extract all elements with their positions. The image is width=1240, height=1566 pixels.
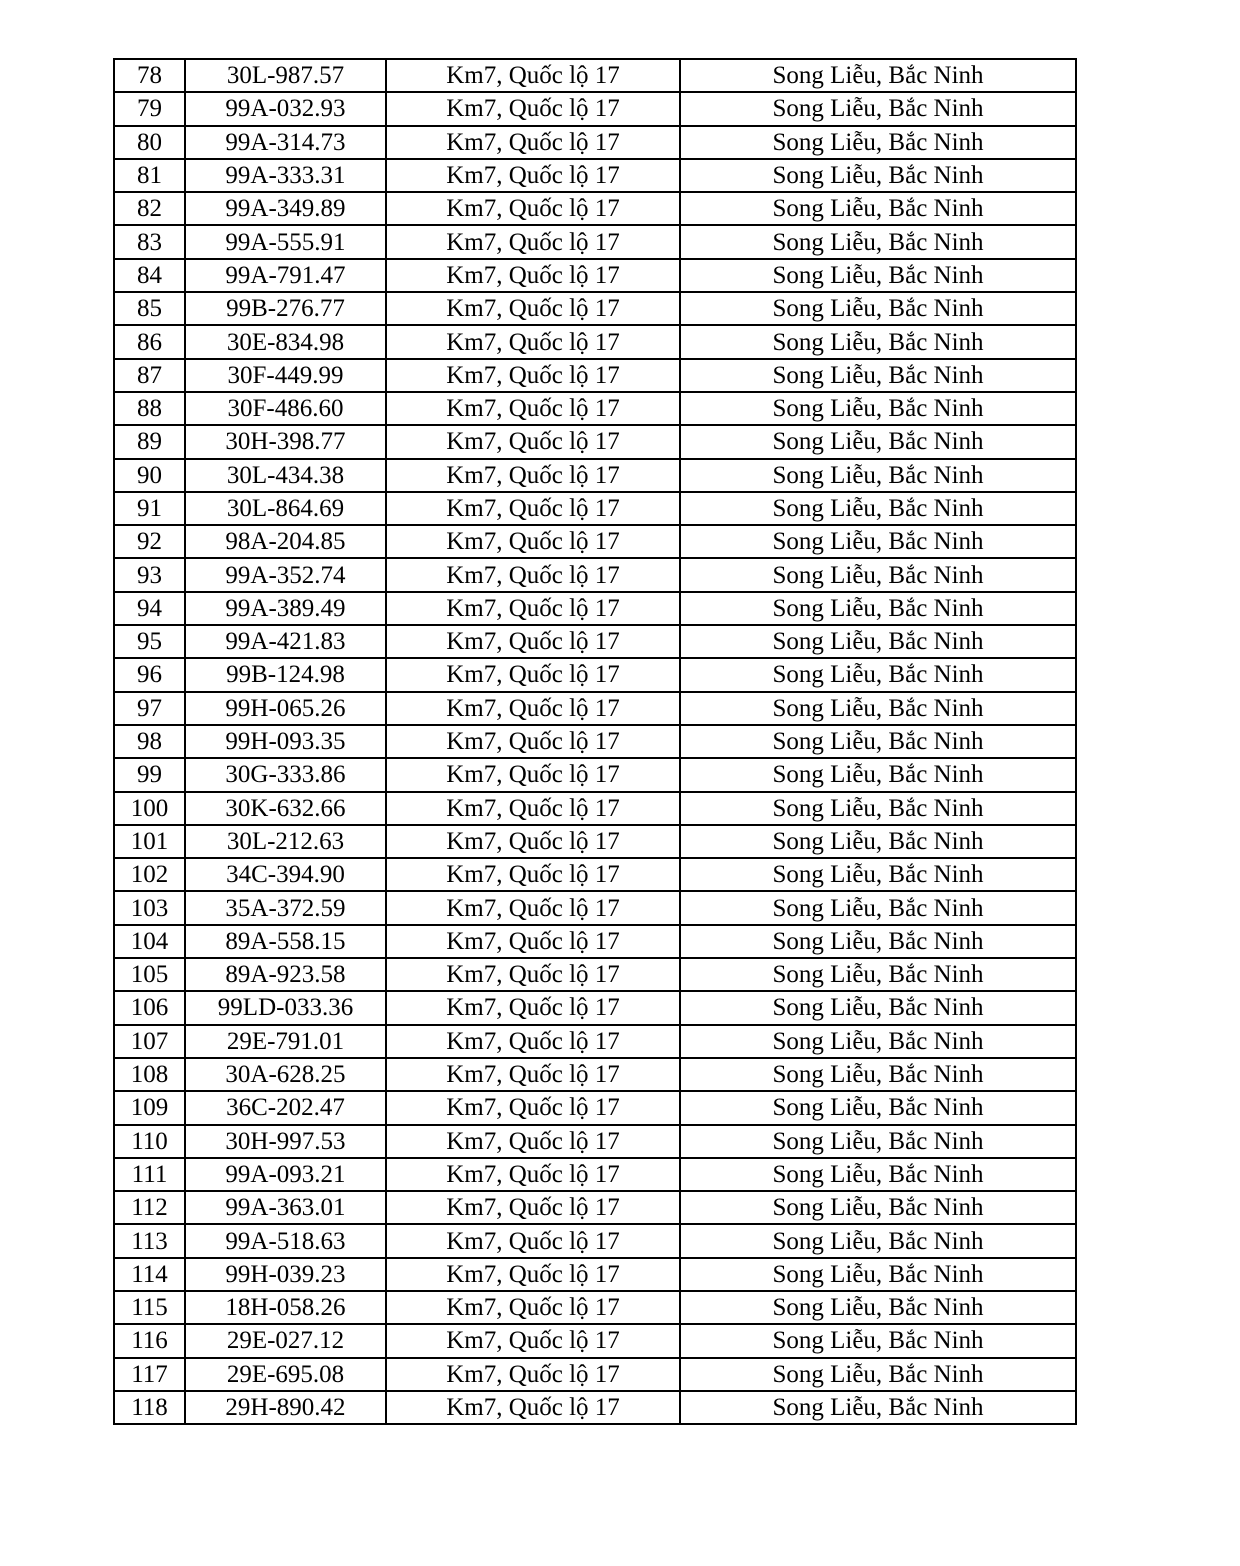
table-row [114,925,1076,958]
unit-cell: Song Liễu, Bắc Ninh [680,1358,1076,1391]
location-cell: Km7, Quốc lộ 17 [386,259,680,292]
license-plate-cell: 29E-791.01 [185,1025,386,1058]
location-cell: Km7, Quốc lộ 17 [386,359,680,392]
row-number-cell: 89 [114,425,185,458]
license-plate-cell: 30L-987.57 [185,59,386,92]
license-plate-cell: 99A-093.21 [185,1158,386,1191]
location-cell: Km7, Quốc lộ 17 [386,858,680,891]
table-row [114,692,1076,725]
row-number-cell: 78 [114,59,185,92]
location-cell: Km7, Quốc lộ 17 [386,525,680,558]
license-plate-cell: 99H-039.23 [185,1258,386,1291]
location-cell: Km7, Quốc lộ 17 [386,492,680,525]
unit-cell: Song Liễu, Bắc Ninh [680,792,1076,825]
license-plate-cell: 30E-834.98 [185,325,386,358]
license-plate-cell: 99A-333.31 [185,159,386,192]
table-row [114,225,1076,258]
license-plate-cell: 30G-333.86 [185,758,386,791]
unit-cell: Song Liễu, Bắc Ninh [680,325,1076,358]
row-number-cell: 112 [114,1191,185,1224]
license-plate-cell: 99B-276.77 [185,292,386,325]
unit-cell: Song Liễu, Bắc Ninh [680,59,1076,92]
unit-cell: Song Liễu, Bắc Ninh [680,1291,1076,1324]
license-plate-cell: 99H-065.26 [185,692,386,725]
location-cell: Km7, Quốc lộ 17 [386,126,680,159]
location-cell: Km7, Quốc lộ 17 [386,1125,680,1158]
location-cell: Km7, Quốc lộ 17 [386,1158,680,1191]
license-plate-cell: 99H-093.35 [185,725,386,758]
table-row [114,459,1076,492]
unit-cell: Song Liễu, Bắc Ninh [680,259,1076,292]
location-cell: Km7, Quốc lộ 17 [386,891,680,924]
unit-cell: Song Liễu, Bắc Ninh [680,525,1076,558]
unit-cell: Song Liễu, Bắc Ninh [680,592,1076,625]
unit-cell: Song Liễu, Bắc Ninh [680,425,1076,458]
row-number-cell: 79 [114,92,185,125]
unit-cell: Song Liễu, Bắc Ninh [680,1258,1076,1291]
license-plate-cell: 30F-449.99 [185,359,386,392]
unit-cell: Song Liễu, Bắc Ninh [680,725,1076,758]
row-number-cell: 92 [114,525,185,558]
row-number-cell: 101 [114,825,185,858]
location-cell: Km7, Quốc lộ 17 [386,1391,680,1424]
unit-cell: Song Liễu, Bắc Ninh [680,1158,1076,1191]
license-plate-cell: 30H-398.77 [185,425,386,458]
table-row [114,958,1076,991]
location-cell: Km7, Quốc lộ 17 [386,625,680,658]
row-number-cell: 107 [114,1025,185,1058]
license-plate-cell: 18H-058.26 [185,1291,386,1324]
table-row [114,1091,1076,1124]
table-row [114,425,1076,458]
license-plate-cell: 34C-394.90 [185,858,386,891]
unit-cell: Song Liễu, Bắc Ninh [680,692,1076,725]
location-cell: Km7, Quốc lộ 17 [386,225,680,258]
row-number-cell: 105 [114,958,185,991]
row-number-cell: 84 [114,259,185,292]
unit-cell: Song Liễu, Bắc Ninh [680,92,1076,125]
row-number-cell: 80 [114,126,185,159]
unit-cell: Song Liễu, Bắc Ninh [680,1324,1076,1357]
row-number-cell: 83 [114,225,185,258]
unit-cell: Song Liễu, Bắc Ninh [680,825,1076,858]
table-row [114,1224,1076,1257]
table-row [114,192,1076,225]
table-row [114,592,1076,625]
row-number-cell: 88 [114,392,185,425]
license-plate-cell: 99A-363.01 [185,1191,386,1224]
unit-cell: Song Liễu, Bắc Ninh [680,925,1076,958]
unit-cell: Song Liễu, Bắc Ninh [680,359,1076,392]
row-number-cell: 109 [114,1091,185,1124]
row-number-cell: 93 [114,558,185,591]
row-number-cell: 99 [114,758,185,791]
license-plate-cell: 99A-349.89 [185,192,386,225]
table-row [114,1391,1076,1424]
license-plate-cell: 30L-434.38 [185,459,386,492]
location-cell: Km7, Quốc lộ 17 [386,991,680,1024]
row-number-cell: 106 [114,991,185,1024]
unit-cell: Song Liễu, Bắc Ninh [680,1091,1076,1124]
location-cell: Km7, Quốc lộ 17 [386,59,680,92]
row-number-cell: 110 [114,1125,185,1158]
row-number-cell: 87 [114,359,185,392]
location-cell: Km7, Quốc lộ 17 [386,459,680,492]
table-row [114,858,1076,891]
location-cell: Km7, Quốc lộ 17 [386,159,680,192]
row-number-cell: 103 [114,891,185,924]
license-plate-cell: 99LD-033.36 [185,991,386,1024]
table-row [114,1191,1076,1224]
table-row [114,991,1076,1024]
table-row [114,126,1076,159]
unit-cell: Song Liễu, Bắc Ninh [680,1391,1076,1424]
location-cell: Km7, Quốc lộ 17 [386,592,680,625]
license-plate-cell: 29E-695.08 [185,1358,386,1391]
table-row [114,758,1076,791]
table-row [114,92,1076,125]
license-plate-cell: 30F-486.60 [185,392,386,425]
license-plate-cell: 30L-864.69 [185,492,386,525]
license-plate-cell: 99A-352.74 [185,558,386,591]
row-number-cell: 118 [114,1391,185,1424]
location-cell: Km7, Quốc lộ 17 [386,1058,680,1091]
location-cell: Km7, Quốc lộ 17 [386,92,680,125]
location-cell: Km7, Quốc lộ 17 [386,792,680,825]
row-number-cell: 98 [114,725,185,758]
table-row [114,1291,1076,1324]
table-row [114,1258,1076,1291]
unit-cell: Song Liễu, Bắc Ninh [680,758,1076,791]
license-plate-cell: 89A-558.15 [185,925,386,958]
unit-cell: Song Liễu, Bắc Ninh [680,459,1076,492]
row-number-cell: 90 [114,459,185,492]
unit-cell: Song Liễu, Bắc Ninh [680,1125,1076,1158]
table-row [114,1324,1076,1357]
unit-cell: Song Liễu, Bắc Ninh [680,159,1076,192]
location-cell: Km7, Quốc lộ 17 [386,392,680,425]
table-row [114,1025,1076,1058]
location-cell: Km7, Quốc lộ 17 [386,1091,680,1124]
unit-cell: Song Liễu, Bắc Ninh [680,292,1076,325]
location-cell: Km7, Quốc lộ 17 [386,758,680,791]
row-number-cell: 116 [114,1324,185,1357]
license-plate-cell: 99B-124.98 [185,658,386,691]
row-number-cell: 85 [114,292,185,325]
license-plate-cell: 99A-314.73 [185,126,386,159]
table-row [114,625,1076,658]
table-row [114,492,1076,525]
table-row [114,558,1076,591]
row-number-cell: 91 [114,492,185,525]
location-cell: Km7, Quốc lộ 17 [386,1291,680,1324]
table-row [114,259,1076,292]
license-plate-cell: 98A-204.85 [185,525,386,558]
table-row [114,1358,1076,1391]
unit-cell: Song Liễu, Bắc Ninh [680,958,1076,991]
location-cell: Km7, Quốc lộ 17 [386,292,680,325]
license-plate-cell: 99A-389.49 [185,592,386,625]
license-plate-cell: 30A-628.25 [185,1058,386,1091]
table-body [114,59,1076,1424]
unit-cell: Song Liễu, Bắc Ninh [680,1191,1076,1224]
row-number-cell: 95 [114,625,185,658]
table-row [114,1058,1076,1091]
table-row [114,891,1076,924]
violation-table [113,58,1077,1425]
unit-cell: Song Liễu, Bắc Ninh [680,625,1076,658]
license-plate-cell: 30K-632.66 [185,792,386,825]
license-plate-cell: 29H-890.42 [185,1391,386,1424]
table-row [114,825,1076,858]
unit-cell: Song Liễu, Bắc Ninh [680,392,1076,425]
row-number-cell: 113 [114,1224,185,1257]
location-cell: Km7, Quốc lộ 17 [386,1224,680,1257]
table-row [114,359,1076,392]
table-row [114,159,1076,192]
table-row [114,525,1076,558]
license-plate-cell: 99A-555.91 [185,225,386,258]
table-row [114,725,1076,758]
location-cell: Km7, Quốc lộ 17 [386,558,680,591]
license-plate-cell: 35A-372.59 [185,891,386,924]
license-plate-cell: 99A-421.83 [185,625,386,658]
unit-cell: Song Liễu, Bắc Ninh [680,1058,1076,1091]
unit-cell: Song Liễu, Bắc Ninh [680,991,1076,1024]
table-row [114,792,1076,825]
location-cell: Km7, Quốc lộ 17 [386,692,680,725]
unit-cell: Song Liễu, Bắc Ninh [680,192,1076,225]
unit-cell: Song Liễu, Bắc Ninh [680,891,1076,924]
row-number-cell: 96 [114,658,185,691]
location-cell: Km7, Quốc lộ 17 [386,825,680,858]
row-number-cell: 104 [114,925,185,958]
table-row [114,1125,1076,1158]
table-row [114,325,1076,358]
row-number-cell: 108 [114,1058,185,1091]
unit-cell: Song Liễu, Bắc Ninh [680,658,1076,691]
license-plate-cell: 99A-032.93 [185,92,386,125]
row-number-cell: 81 [114,159,185,192]
row-number-cell: 94 [114,592,185,625]
row-number-cell: 97 [114,692,185,725]
location-cell: Km7, Quốc lộ 17 [386,658,680,691]
license-plate-cell: 29E-027.12 [185,1324,386,1357]
location-cell: Km7, Quốc lộ 17 [386,725,680,758]
license-plate-cell: 30H-997.53 [185,1125,386,1158]
table-row [114,392,1076,425]
unit-cell: Song Liễu, Bắc Ninh [680,492,1076,525]
location-cell: Km7, Quốc lộ 17 [386,425,680,458]
location-cell: Km7, Quốc lộ 17 [386,325,680,358]
row-number-cell: 111 [114,1158,185,1191]
location-cell: Km7, Quốc lộ 17 [386,1191,680,1224]
unit-cell: Song Liễu, Bắc Ninh [680,1025,1076,1058]
row-number-cell: 114 [114,1258,185,1291]
license-plate-cell: 99A-518.63 [185,1224,386,1257]
location-cell: Km7, Quốc lộ 17 [386,925,680,958]
location-cell: Km7, Quốc lộ 17 [386,1025,680,1058]
table-row [114,292,1076,325]
table-row [114,1158,1076,1191]
location-cell: Km7, Quốc lộ 17 [386,192,680,225]
license-plate-cell: 89A-923.58 [185,958,386,991]
row-number-cell: 86 [114,325,185,358]
row-number-cell: 100 [114,792,185,825]
row-number-cell: 82 [114,192,185,225]
unit-cell: Song Liễu, Bắc Ninh [680,1224,1076,1257]
row-number-cell: 115 [114,1291,185,1324]
location-cell: Km7, Quốc lộ 17 [386,1324,680,1357]
table-row [114,59,1076,92]
location-cell: Km7, Quốc lộ 17 [386,1358,680,1391]
unit-cell: Song Liễu, Bắc Ninh [680,225,1076,258]
unit-cell: Song Liễu, Bắc Ninh [680,558,1076,591]
license-plate-cell: 99A-791.47 [185,259,386,292]
license-plate-cell: 30L-212.63 [185,825,386,858]
location-cell: Km7, Quốc lộ 17 [386,958,680,991]
unit-cell: Song Liễu, Bắc Ninh [680,858,1076,891]
table-row [114,658,1076,691]
row-number-cell: 102 [114,858,185,891]
location-cell: Km7, Quốc lộ 17 [386,1258,680,1291]
license-plate-cell: 36C-202.47 [185,1091,386,1124]
row-number-cell: 117 [114,1358,185,1391]
unit-cell: Song Liễu, Bắc Ninh [680,126,1076,159]
